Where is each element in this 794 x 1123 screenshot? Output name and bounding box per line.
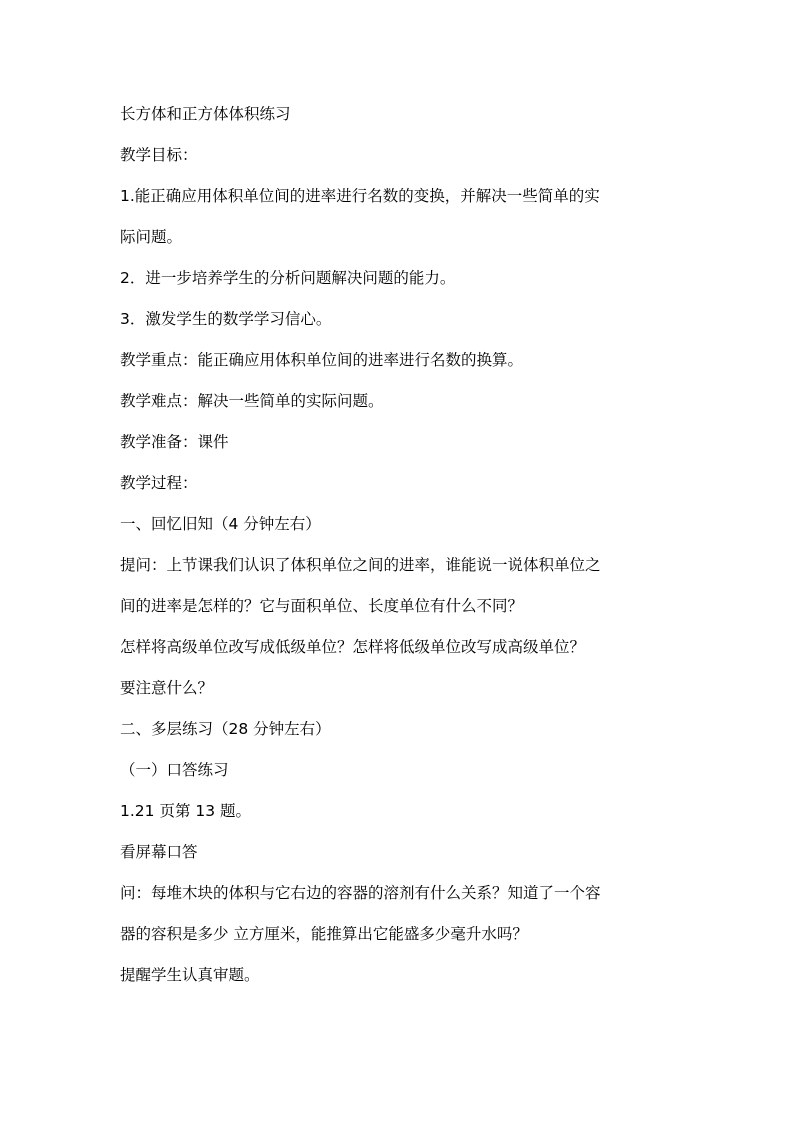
document-title: 长方体和正方体体积练习: [120, 105, 291, 123]
subsection-oral-practice: （一）口答练习: [120, 761, 229, 779]
reminder-line: 提醒学生认真审题。: [120, 966, 260, 984]
goal-2: 2．进一步培养学生的分析问题解决问题的能力。: [120, 269, 456, 287]
question-3-line-1: 问：每堆木块的体积与它右边的容器的溶剂有什么关系？知道了一个容: [120, 884, 601, 902]
question-2-line-1: 怎样将高级单位改写成低级单位？怎样将低级单位改写成高级单位？: [120, 638, 586, 656]
goal-3: 3．激发学生的数学学习信心。: [120, 310, 332, 328]
teaching-preparation: 教学准备：课件: [120, 433, 229, 451]
section-2-heading: 二、多层练习（28 分钟左右）: [120, 720, 331, 738]
question-1-line-1: 提问：上节课我们认识了体积单位之间的进率，谁能说一说体积单位之: [120, 556, 601, 574]
question-1-line-2: 间的进率是怎样的？它与面积单位、长度单位有什么不同？: [120, 597, 524, 615]
exercise-page-21: 1.21 页第 13 题。: [120, 802, 252, 820]
goal-1-line-2: 际问题。: [120, 228, 183, 246]
teaching-process-heading: 教学过程：: [120, 474, 198, 492]
teaching-key-point: 教学重点：能正确应用体积单位间的进率进行名数的换算。: [120, 351, 524, 369]
question-3-line-2: 器的容积是多少 立方厘米，能推算出它能盛多少毫升水吗？: [120, 925, 528, 943]
question-2-line-2: 要注意什么？: [120, 679, 214, 697]
section-1-heading: 一、回忆旧知（4 分钟左右）: [120, 515, 321, 533]
goal-1-line-1: 1.能正确应用体积单位间的进率进行名数的变换，并解决一些简单的实: [120, 187, 600, 205]
screen-oral-answer: 看屏幕口答: [120, 843, 198, 861]
teaching-goals-heading: 教学目标：: [120, 146, 198, 164]
document-body: [120, 103, 680, 986]
teaching-difficulty: 教学难点：解决一些简单的实际问题。: [120, 392, 384, 410]
